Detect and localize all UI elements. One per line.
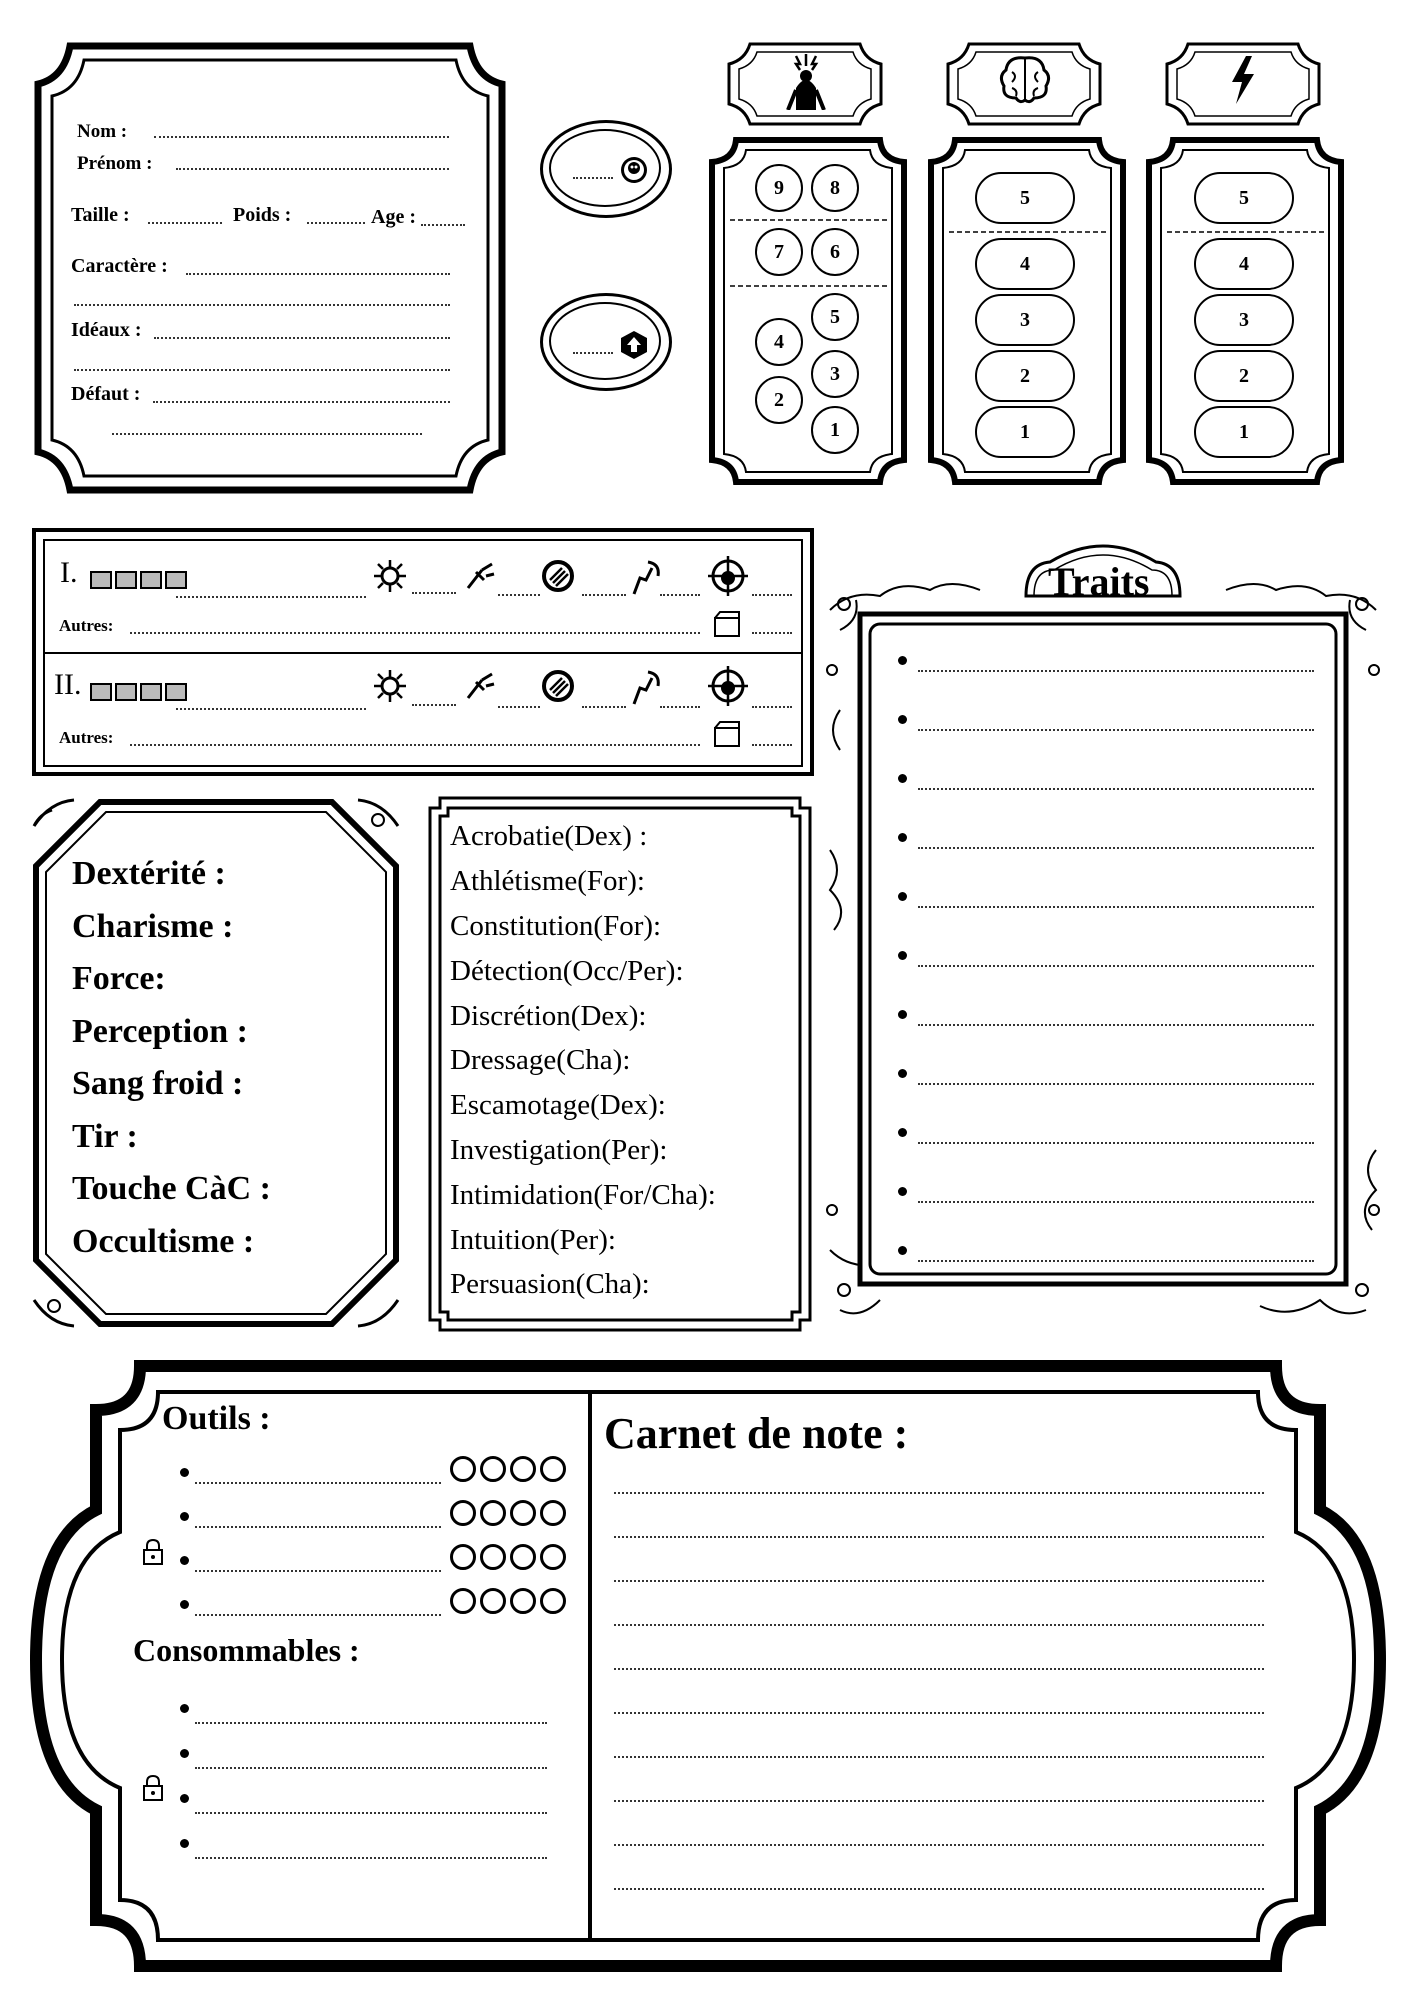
brain-icon [998, 54, 1052, 104]
trait-bullet [898, 1069, 907, 1078]
weapon2-autres-label: Autres: [59, 728, 114, 747]
trait-bullet [898, 892, 907, 901]
defaut-field-2[interactable] [112, 433, 422, 435]
crosshair-icon [708, 666, 748, 706]
prenom-label: Prénom : [77, 153, 153, 174]
trait-line[interactable] [918, 788, 1314, 790]
tracker-body-6[interactable]: 6 [811, 228, 859, 276]
carnet-line[interactable] [614, 1580, 1264, 1582]
weapon2-precision-field[interactable] [752, 706, 792, 708]
outil-uses[interactable] [450, 1588, 570, 1619]
caractere-field-2[interactable] [74, 304, 450, 306]
impact-icon [372, 558, 408, 594]
tracker-body-3[interactable]: 3 [811, 350, 859, 398]
consommable-line[interactable] [195, 1722, 547, 1724]
carnet-line[interactable] [614, 1712, 1264, 1714]
outil-line[interactable] [195, 1570, 441, 1572]
skill-intuition: Intuition(Per): [450, 1224, 616, 1256]
trait-line[interactable] [918, 670, 1314, 672]
skill-investigation: Investigation(Per): [450, 1134, 668, 1166]
traits-title: Traits [1048, 559, 1150, 604]
consommable-line[interactable] [195, 1767, 547, 1769]
outil-bullet [180, 1468, 189, 1477]
outil-bullet [180, 1556, 189, 1565]
carnet-line[interactable] [614, 1800, 1264, 1802]
tracker-body-2[interactable]: 2 [755, 376, 803, 424]
weapon1-name-field[interactable] [176, 596, 366, 598]
tracker-energy-5[interactable]: 5 [1194, 172, 1294, 224]
tracker-body-1[interactable]: 1 [811, 406, 859, 454]
traits-frame [820, 530, 1386, 1336]
weapon1-recoil-field[interactable] [498, 594, 540, 596]
consommable-bullet [180, 1794, 189, 1803]
weapons-panel [32, 528, 814, 776]
tracker-energy-1[interactable]: 1 [1194, 406, 1294, 458]
weapon1-impact-field[interactable] [412, 592, 456, 594]
carnet-line[interactable] [614, 1756, 1264, 1758]
trait-bullet [898, 1187, 907, 1196]
ideaux-label: Idéaux : [71, 319, 142, 341]
tracker-energy-3[interactable]: 3 [1194, 294, 1294, 346]
weapon2-slots[interactable] [90, 683, 190, 701]
consommable-bullet [180, 1839, 189, 1848]
tracker-mind-3[interactable]: 3 [975, 294, 1075, 346]
nom-label: Nom : [77, 121, 128, 142]
tracker-mind-2[interactable]: 2 [975, 350, 1075, 402]
crosshair-icon [708, 556, 748, 596]
skull-value-field[interactable] [573, 177, 613, 179]
trait-bullet [898, 1246, 907, 1255]
level-value-field[interactable] [573, 352, 613, 354]
weapon1-autres-label: Autres: [59, 616, 114, 635]
attr-occultisme: Occultisme : [72, 1223, 255, 1260]
tracker-body-8[interactable]: 8 [811, 164, 859, 212]
ideaux-field-2[interactable] [74, 369, 450, 371]
taille-field[interactable] [148, 222, 222, 224]
consommables-title: Consommables : [133, 1632, 360, 1668]
tracker-mind-4[interactable]: 4 [975, 238, 1075, 290]
attr-force: Force: [72, 960, 166, 997]
recoil-icon [462, 668, 498, 704]
lock-icon [142, 1774, 164, 1802]
skill-dressage: Dressage(Cha): [450, 1044, 631, 1076]
defaut-label: Défaut : [71, 383, 141, 405]
attr-perception: Perception : [72, 1013, 248, 1050]
trait-line[interactable] [918, 1142, 1314, 1144]
attr-dexterite: Dextérité : [72, 855, 226, 892]
carnet-line[interactable] [614, 1624, 1264, 1626]
lightning-icon [1228, 56, 1258, 104]
weapon2-reload-field[interactable] [582, 706, 626, 708]
range-icon [626, 666, 662, 706]
weapon2-ammo-field[interactable] [752, 744, 792, 746]
ideaux-field[interactable] [154, 337, 450, 339]
carnet-line[interactable] [614, 1536, 1264, 1538]
trait-bullet [898, 774, 907, 783]
outil-uses[interactable] [450, 1544, 570, 1575]
attr-tir: Tir : [72, 1118, 138, 1155]
tracker-energy-2[interactable]: 2 [1194, 350, 1294, 402]
reload-icon [540, 558, 576, 594]
weapon1-label: I. [60, 556, 78, 589]
weapon2-autres-field[interactable] [130, 744, 700, 746]
weapon1-precision-field[interactable] [752, 594, 792, 596]
age-field[interactable] [421, 224, 465, 226]
weapon2-range-field[interactable] [660, 706, 700, 708]
trait-line[interactable] [918, 847, 1314, 849]
caractere-field[interactable] [186, 273, 450, 275]
tracker-body-4[interactable]: 4 [755, 318, 803, 366]
reload-icon [540, 668, 576, 704]
tracker-body-7[interactable]: 7 [755, 228, 803, 276]
trait-line[interactable] [918, 729, 1314, 731]
carnet-line[interactable] [614, 1668, 1264, 1670]
impact-icon [372, 668, 408, 704]
tracker-frame-body [708, 136, 908, 486]
level-up-icon [619, 330, 649, 360]
attr-touche-cac: Touche CàC : [72, 1170, 271, 1207]
body-strength-icon [782, 52, 830, 110]
skill-detection: Détection(Occ/Per): [450, 955, 684, 987]
skill-athletisme: Athlétisme(For): [450, 865, 645, 897]
skill-discretion: Discrétion(Dex): [450, 1000, 647, 1032]
trait-line[interactable] [918, 1260, 1314, 1262]
taille-label: Taille : [71, 204, 130, 226]
trait-bullet [898, 656, 907, 665]
carnet-line[interactable] [614, 1844, 1264, 1846]
tracker-mind-5[interactable]: 5 [975, 172, 1075, 224]
tracker-body-9[interactable]: 9 [755, 164, 803, 212]
nom-field[interactable] [154, 136, 449, 138]
lock-icon [142, 1538, 164, 1566]
trait-line[interactable] [918, 906, 1314, 908]
weapon1-autres-field[interactable] [130, 632, 700, 634]
trait-bullet [898, 715, 907, 724]
trait-bullet [898, 951, 907, 960]
trait-bullet [898, 1010, 907, 1019]
consommable-bullet [180, 1704, 189, 1713]
skill-escamotage: Escamotage(Dex): [450, 1089, 666, 1121]
outil-uses[interactable] [450, 1456, 570, 1487]
recoil-icon [462, 558, 498, 594]
weapon2-name-field[interactable] [176, 708, 366, 710]
range-icon [626, 556, 662, 596]
trait-line[interactable] [918, 1201, 1314, 1203]
skill-acrobatie: Acrobatie(Dex) : [450, 820, 648, 852]
outil-uses[interactable] [450, 1500, 570, 1531]
attr-charisme: Charisme : [72, 908, 234, 945]
trait-bullet [898, 1128, 907, 1137]
caractere-label: Caractère : [71, 255, 168, 277]
outil-bullet [180, 1512, 189, 1521]
outil-line[interactable] [195, 1526, 441, 1528]
ammo-box-icon [712, 610, 742, 638]
weapon1-slots[interactable] [90, 571, 190, 589]
skill-persuasion: Persuasion(Cha): [450, 1268, 650, 1300]
level-badge [540, 293, 672, 391]
defaut-field[interactable] [153, 401, 450, 403]
poids-field[interactable] [307, 222, 365, 224]
carnet-title: Carnet de note : [604, 1409, 909, 1458]
weapon1-ammo-field[interactable] [752, 632, 792, 634]
consommable-line[interactable] [195, 1812, 547, 1814]
skull-icon [619, 155, 649, 185]
weapon2-impact-field[interactable] [412, 704, 456, 706]
age-label: Age : [371, 206, 416, 228]
trait-bullet [898, 833, 907, 842]
skill-constitution: Constitution(For): [450, 910, 662, 942]
outils-title: Outils : [162, 1400, 271, 1437]
weapon1-range-field[interactable] [660, 594, 700, 596]
weapon2-recoil-field[interactable] [498, 706, 540, 708]
skull-badge [540, 120, 672, 218]
ammo-box-icon [712, 720, 742, 748]
prenom-field[interactable] [176, 168, 449, 170]
weapon1-reload-field[interactable] [582, 594, 626, 596]
skill-intimidation: Intimidation(For/Cha): [450, 1179, 716, 1211]
outil-line[interactable] [195, 1614, 441, 1616]
tracker-mind-1[interactable]: 1 [975, 406, 1075, 458]
tracker-energy-4[interactable]: 4 [1194, 238, 1294, 290]
tracker-body-5[interactable]: 5 [811, 293, 859, 341]
carnet-line[interactable] [614, 1888, 1264, 1890]
weapon2-label: II. [54, 668, 82, 701]
consommable-bullet [180, 1749, 189, 1758]
trait-line[interactable] [918, 1024, 1314, 1026]
attr-sang-froid: Sang froid : [72, 1065, 244, 1102]
poids-label: Poids : [233, 204, 292, 226]
consommable-line[interactable] [195, 1857, 547, 1859]
trait-line[interactable] [918, 965, 1314, 967]
carnet-line[interactable] [614, 1492, 1264, 1494]
outil-line[interactable] [195, 1482, 441, 1484]
trait-line[interactable] [918, 1083, 1314, 1085]
outil-bullet [180, 1600, 189, 1609]
